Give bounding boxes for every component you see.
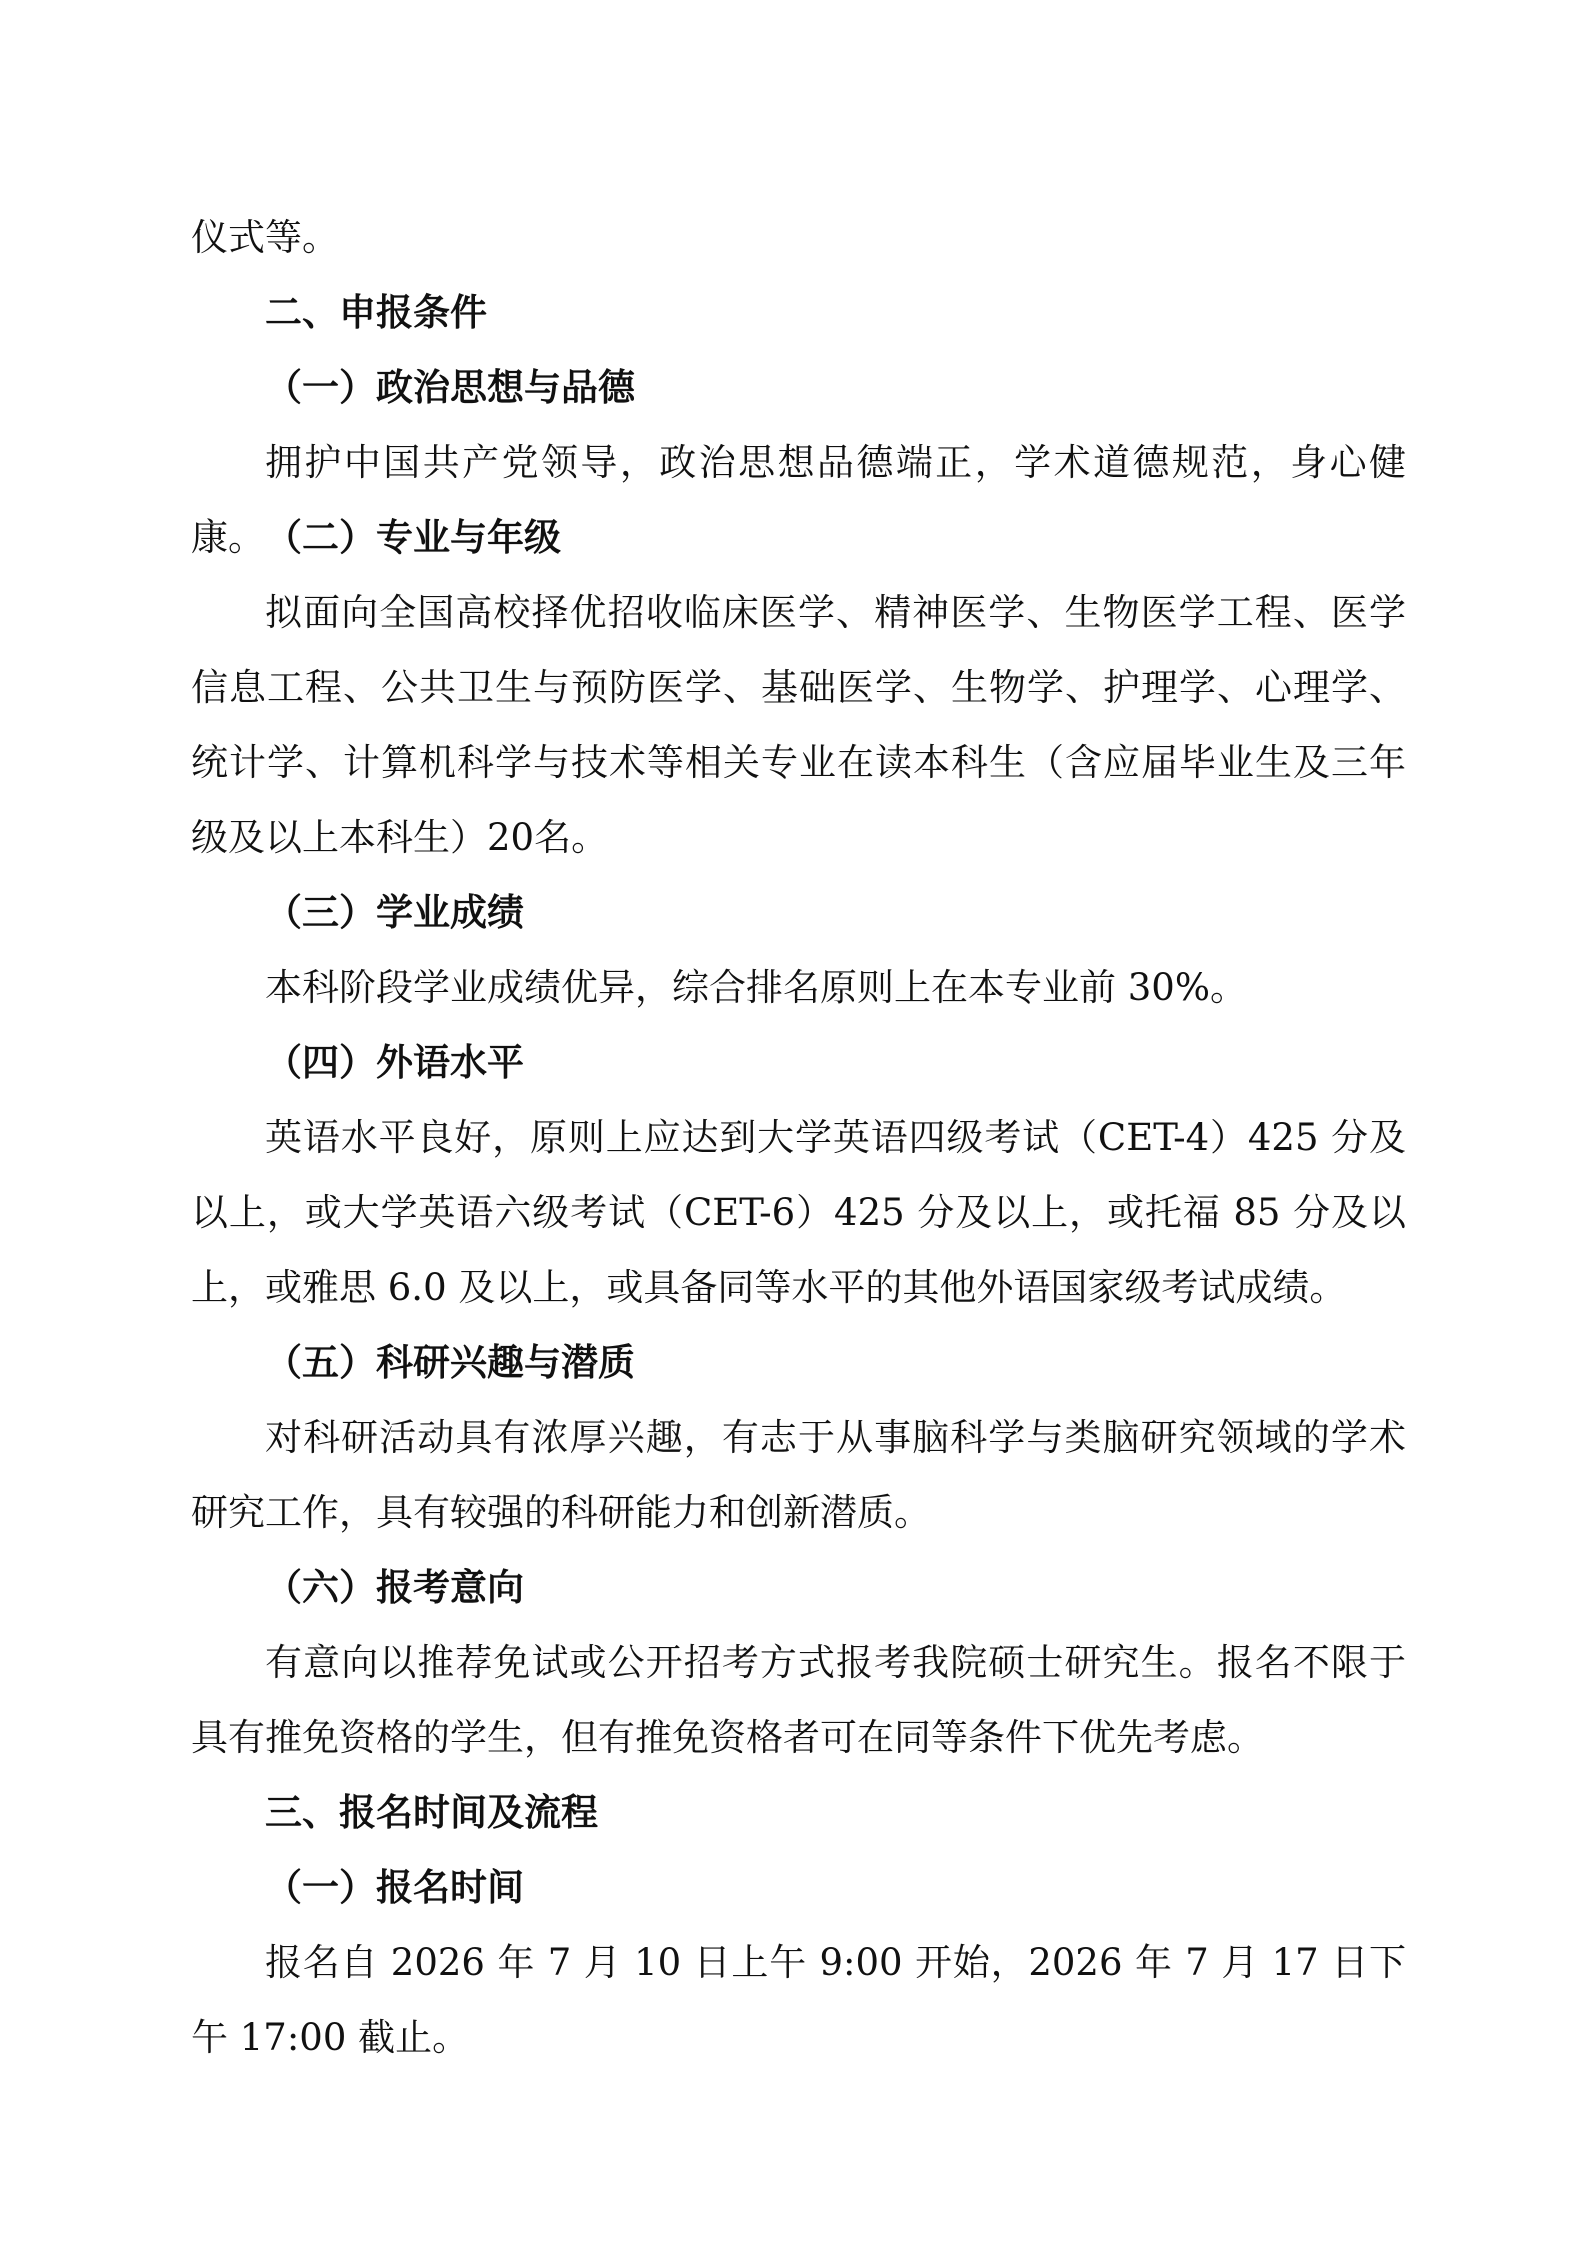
section-heading-application-conditions: 二、申报条件 bbox=[265, 291, 487, 334]
subheading-foreign-language: （四）外语水平 bbox=[265, 1041, 524, 1084]
subheading-research-interest: （五）科研兴趣与潜质 bbox=[265, 1341, 635, 1384]
subheading-application-intention: （六）报考意向 bbox=[265, 1566, 524, 1609]
paragraph-academic-performance: 本科阶段学业成绩优异，综合排名原则上在本专业前 30%。 bbox=[265, 966, 1247, 1009]
subheading-registration-time: （一）报名时间 bbox=[265, 1866, 524, 1909]
subheading-academic-performance: （三）学业成绩 bbox=[265, 891, 524, 934]
paragraph-major-grade: 拟面向全国高校择优招收临床医学、精神医学、生物医学工程、医学信息工程、公共卫生与预防医学、基础医学、生物学、护理学、心理学、统计学、计算机科学与技术等相关专业在读本科生（含应届毕业生及三年级及以上本科生）20名。 bbox=[191, 591, 1406, 859]
section-heading-registration: 三、报名时间及流程 bbox=[265, 1791, 598, 1834]
paragraph-application-intention: 有意向以推荐免试或公开招考方式报考我院硕士研究生。报名不限于具有推免资格的学生，但有推免资格者可在同等条件下优先考虑。 bbox=[191, 1641, 1406, 1759]
paragraph-registration-time: 报名自 2026 年 7 月 10 日上午 9:00 开始，2026 年 7 月 17 日下午 17:00 截止。 bbox=[191, 1941, 1406, 2059]
paragraph-foreign-language: 英语水平良好，原则上应达到大学英语四级考试（CET-4）425 分及以上，或大学英语六级考试（CET-6）425 分及以上，或托福 85 分及以上，或雅思 6.0 及以上，或具备同等水平的其他外语国家级考试成绩。 bbox=[191, 1116, 1406, 1309]
paragraph-research-interest: 对科研活动具有浓厚兴趣，有志于从事脑科学与类脑研究领域的学术研究工作，具有较强的科研能力和创新潜质。 bbox=[191, 1416, 1406, 1534]
subheading-major-grade: （二）专业与年级 bbox=[265, 516, 561, 559]
paragraph-political-morality: 拥护中国共产党领导，政治思想品德端正，学术道德规范，身心健康。 bbox=[191, 441, 1406, 559]
continuation-paragraph: 仪式等。 bbox=[191, 216, 339, 259]
subheading-political-morality: （一）政治思想与品德 bbox=[265, 366, 635, 409]
